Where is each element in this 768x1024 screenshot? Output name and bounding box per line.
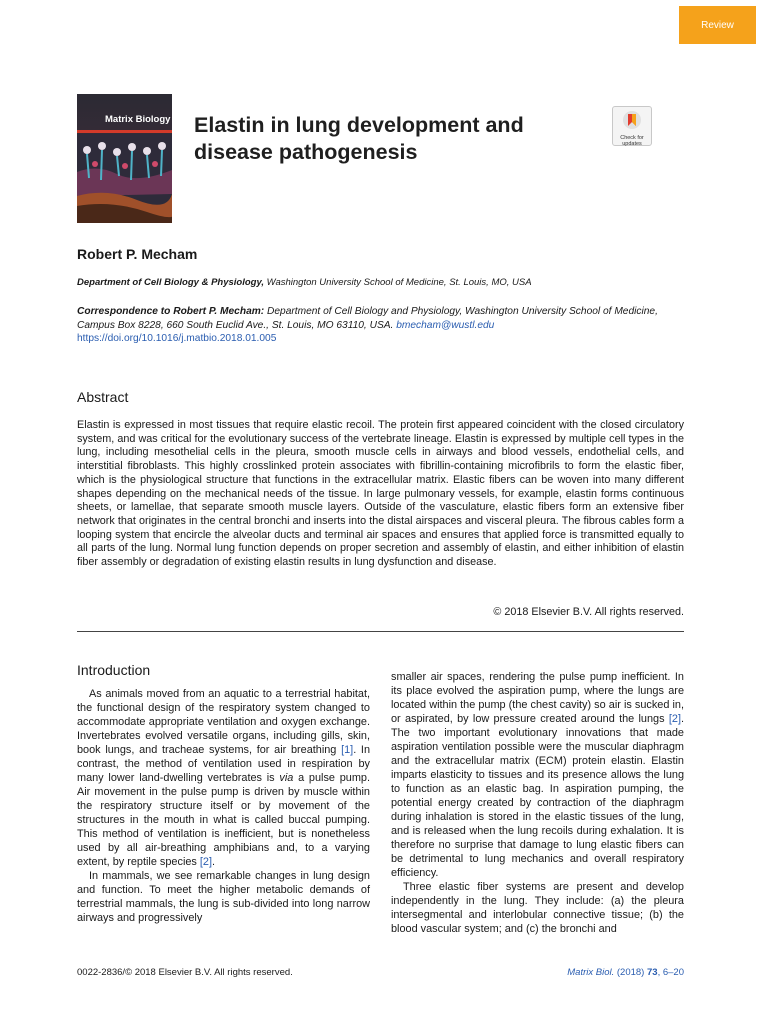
title-line-1: Elastin in lung development and [194, 113, 524, 137]
bookmark-ribbon-icon [622, 110, 642, 130]
footer-citation[interactable] [567, 967, 684, 978]
correspondence [77, 305, 685, 333]
reference-link-1[interactable]: [1] [341, 744, 354, 756]
article-type-badge: Review [679, 6, 756, 44]
intro-paragraph-1 [77, 687, 370, 869]
cover-strip [77, 130, 172, 133]
check-updates-line-2: updates [622, 141, 642, 147]
intro-paragraph-2: In mammals, we see remarkable changes in lung design and function. To meet the higher metabolic demands of terrestrial mammals, the lung is sub-divided into long narrow airways and progressively [77, 870, 370, 924]
footer-pages: , 6–20 [657, 967, 684, 978]
cover-artwork [77, 134, 172, 223]
doi-link[interactable]: https://doi.org/10.1016/j.matbio.2018.01.005 [77, 333, 277, 344]
author-name[interactable]: Robert P. Mecham [77, 246, 198, 262]
journal-cover-image[interactable] [77, 94, 172, 223]
reference-link-2b[interactable]: [2] [668, 713, 681, 725]
cover-title: Matrix Biology [105, 114, 171, 125]
right-p1-text-b: . The two important evolutionary innovations that made aspiration ventilation possible were the muscular diaphragm and the extracellular matrix (ECM) protein elastin. Elastin imparts elasticity to tissues and its presence allows the lung to function as an elastic bag. In aspiration pumping, the potential energy created by contraction of the diaphragm during inhalation is stored in the elastic tissues of the lung, and is released when the lung recoils during exhalation. It is therefore no surprise that damage to lung elastic fibers can be detrimental to lung mechanics and overall respiratory efficiency. [391, 713, 684, 879]
abstract-text: Elastin is expressed in most tissues that require elastic recoil. The protein first appeared coincident with the closed circulatory system, and was critical for the evolutionary success of the vertebrate lineage. Elastin is expressed by multiple cell types in the lung, including mesothelial cells in the pleura, smooth muscle cells in airways and blood vessels, endothelial cells, and interstitial fibroblasts. This highly crosslinked protein associates with fibrillin-containing microfibrils to form the elastic fiber, which is the physiological structure that functions in the extracellular matrix. Elastic fibers can be woven into many different shapes depending on the mechanical needs of the tissue. In large pulmonary vessels, for example, elastin forms continuous sheets, or lamellae, that separate smooth muscle layers. Outside of the vasculature, elastic fibers form an extensive fiber network that originates in the central bronchi and inserts into the distal airspaces and visceral pleura. The fibrous cables form a looping system that encircle the alveolar ducts and terminal air spaces and ensures that applied force is transmitted equally to all parts of the lung. Normal lung function depends on proper secretion and assembly of elastin, and either inhibition of elastin fiber assembly or degradation of existing elastin results in lung dysfunction and disease. [77, 419, 684, 569]
abstract-heading: Abstract [77, 389, 129, 405]
footer-year: (2018) [614, 967, 647, 978]
intro-paragraph-2-continued [391, 670, 684, 880]
author-email-link[interactable]: bmecham@wustl.edu [396, 320, 495, 331]
left-p1-text-d: . [212, 856, 216, 868]
left-p1-text-a: As animals moved from an aquatic to a terrestrial habitat, the functional design of the respiratory system changed to accommodate appropriate ventilation and oxygen exchange. Invertebrates evolved versatile organs, including gills, skin, book lungs, and tracheae systems, for air breathing [77, 688, 370, 756]
left-p1-via: via [279, 772, 294, 784]
correspondence-label: Correspondence to Robert P. Mecham: [77, 306, 265, 317]
check-for-updates-button[interactable] [612, 106, 652, 146]
right-column [391, 670, 684, 936]
affiliation-institution: Washington University School of Medicine, St. Louis, MO, USA [264, 277, 532, 288]
footer-issn: 0022-2836/© 2018 Elsevier B.V. All rights reserved. [77, 967, 293, 978]
reference-link-2[interactable]: [2] [199, 856, 212, 868]
footer-journal: Matrix Biol. [567, 967, 615, 978]
correspondence-address: Department of Cell Biology and Physiology, Washington University School of Medicine, Campus Box 8228, 660 South Euclid Ave., St. Louis, MO 63110, USA. [77, 306, 658, 331]
left-p1-text-b: . In contrast, the method of ventilation used in respiration by many lower land-dwelling vertebrates is [77, 744, 371, 784]
left-p1-text-c: a pulse pump. Air movement in the pulse pump is driven by muscle within the respiratory structure itself or by movement of the structures in the mouth in what is called buccal pumping. This method of ventilation is inefficient, but is nonetheless used by all air-breathing amphibians and, to a varying extent, by reptile species [77, 772, 370, 868]
introduction-heading: Introduction [77, 662, 151, 678]
affiliation [77, 277, 532, 288]
check-updates-line-1: Check for [620, 135, 644, 141]
footer-volume: 73 [647, 967, 658, 978]
article-title [194, 112, 594, 166]
affiliation-department: Department of Cell Biology & Physiology, [77, 277, 265, 288]
copyright-notice: © 2018 Elsevier B.V. All rights reserved. [493, 606, 684, 618]
right-p1-text-a: smaller air spaces, rendering the pulse pump inefficient. In its place evolved the aspiration pump, where the lungs are located within the pump (the chest cavity) so air is sucked in, or aspirated, by low pressure created around the lungs [391, 671, 684, 725]
section-divider [77, 631, 684, 632]
intro-paragraph-3: Three elastic fiber systems are present and develop independently in the lung. They include: (a) the pleura intersegmental and interlobular connective tissue; (b) the blood vascular system; and (c) the bronchi and [391, 881, 684, 935]
title-line-2: disease pathogenesis [194, 140, 418, 164]
left-column [77, 687, 370, 925]
